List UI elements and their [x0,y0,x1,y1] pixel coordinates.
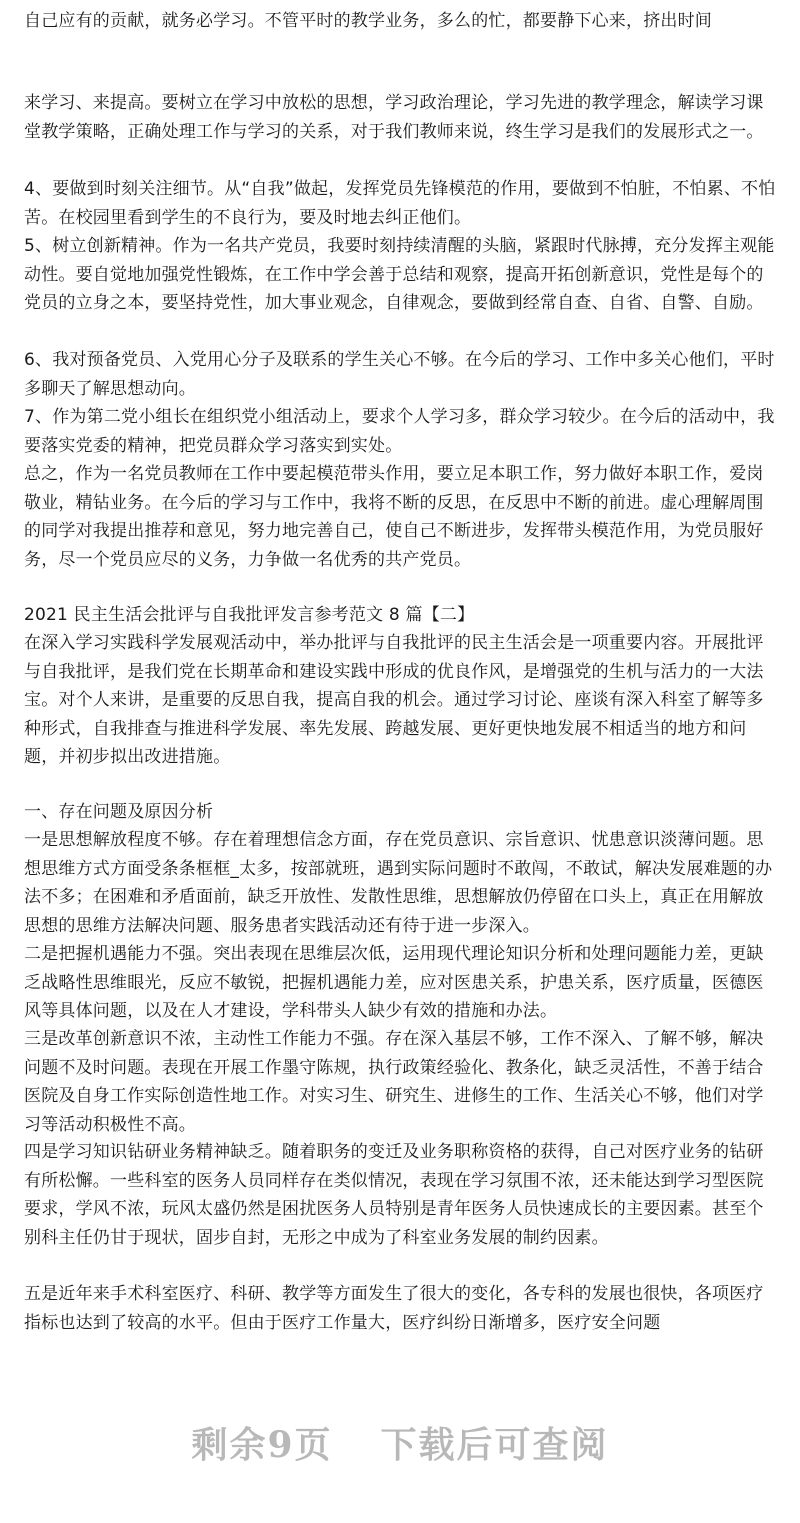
remaining-pages-label: 剩余9页 [191,1424,333,1466]
paragraph: 来学习、来提高。要树立在学习中放松的思想，学习政治理论，学习先进的教学理念，解读学习课堂教学策略，正确处理工作与学习的关系，对于我们教师来说，终生学习是我们的发展形式之一。 [24,93,764,142]
paragraph: 五是近年来手术科室医疗、科研、教学等方面发生了很大的变化，各专科的发展也很快，各项医疗指标也达到了较高的水平。但由于医疗工作量大，医疗纠纷日渐增多，医疗安全问题 [24,1284,764,1333]
paragraph: 6、我对预备党员、入党用心分子及联系的学生关心不够。在今后的学习、工作中多关心他们，平时多聊天了解思想动向。 [24,350,775,399]
paragraph: 总之，作为一名党员教师在工作中要起模范带头作用，要立足本职工作，努力做好本职工作，爱岗敬业，精钻业务。在今后的学习与工作中，我将不断的反思，在反思中不断的前进。虚心理解周围的同学对我提出推荐和意见，努力地完善自己，使自己不断进步，发挥带头模范作用，为党员服好务，尽一个党员应尽的义务，力争做一名优秀的共产党员。 [24,464,764,570]
paragraph: 四是学习知识钻研业务精神缺乏。随着职务的变迁及业务职称资格的获得，自己对医疗业务的钻研有所松懈。一些科室的医务人员同样存在类似情况，表现在学习氛围不浓，还未能达到学习型医院要求，学风不浓，玩风太盛仍然是困扰医务人员特别是青年医务人员快速成长的主要因素。甚至个别科主任仍甘于现状，固步自封，无形之中成为了科室业务发展的制约因素。 [24,1142,764,1248]
paragraph: 三是改革创新意识不浓，主动性工作能力不强。存在深入基层不够，工作不深入、了解不够，解决问题不及时问题。表现在开展工作墨守陈规，执行政策经验化、教条化，缺乏灵活性，不善于结合医院及自身工作实际创造性地工作。对实习生、研究生、进修生的工作、生活关心不够，他们对学习等活动积极性不高。 [24,1029,764,1135]
section-heading: 一、存在问题及原因分析 [24,802,214,822]
paragraph: 7、作为第二党小组长在组织党小组活动上，要求个人学习多，群众学习较少。在今后的活动中，我要落实党委的精神，把党员群众学习落实到实处。 [24,407,775,456]
paragraph: 二是把握机遇能力不强。突出表现在思维层次低，运用现代理论知识分析和处理问题能力差，更缺乏战略性思维眼光，反应不敏锐，把握机遇能力差，应对医患关系，护患关系，医疗质量，医德医风等具体问题，以及在人才建设，学科带头人缺少有效的措施和办法。 [24,944,764,1021]
paragraph: 自己应有的贡献，就务必学习。不管平时的教学业务，多么的忙，都要静下心来，挤出时间 [24,11,712,31]
download-prompt-label: 下载后可查阅 [380,1424,609,1466]
paragraph: 5、树立创新精神。作为一名共产党员，我要时刻持续清醒的头脑，紧跟时代脉搏，充分发挥主观能动性。要自觉地加强党性锻炼，在工作中学会善于总结和观察，提高开拓创新意识，党性是每个的党员的立身之本，要坚持党性，加大事业观念，自律观念，要做到经常自查、自省、自警、自励。 [24,236,775,313]
download-banner[interactable] [0,1405,800,1485]
paragraph: 4、要做到时刻关注细节。从“自我”做起，发挥党员先锋模范的作用，要做到不怕脏，不怕累、不怕苦。在校园里看到学生的不良行为，要及时地去纠正他们。 [24,179,776,228]
paragraph: 一是思想解放程度不够。存在着理想信念方面，存在党员意识、宗旨意识、忧患意识淡薄问题。思想思维方式方面受条条框框_太多，按部就班，遇到实际问题时不敢闯，不敢试，解决发展难题的办法不多；在困难和矛盾面前，缺乏开放性、发散性思维，思想解放仍停留在口头上，真正在用解放思想的思维方法解决问题、服务患者实践活动还有待于进一步深入。 [24,830,773,936]
section-title: 2021 民主生活会批评与自我批评发言参考范文 8 篇【二】 [24,605,475,625]
paragraph: 在深入学习实践科学发展观活动中，举办批评与自我批评的民主生活会是一项重要内容。开展批评与自我批评，是我们党在长期革命和建设实践中形成的优良作风，是增强党的生机与活力的一大法宝。对个人来讲，是重要的反思自我，提高自我的机会。通过学习讨论、座谈有深入科室了解等多种形式，自我排查与推进科学发展、率先发展、跨越发展、更好更快地发展不相适当的地方和问题，并初步拟出改进措施。 [24,633,764,767]
